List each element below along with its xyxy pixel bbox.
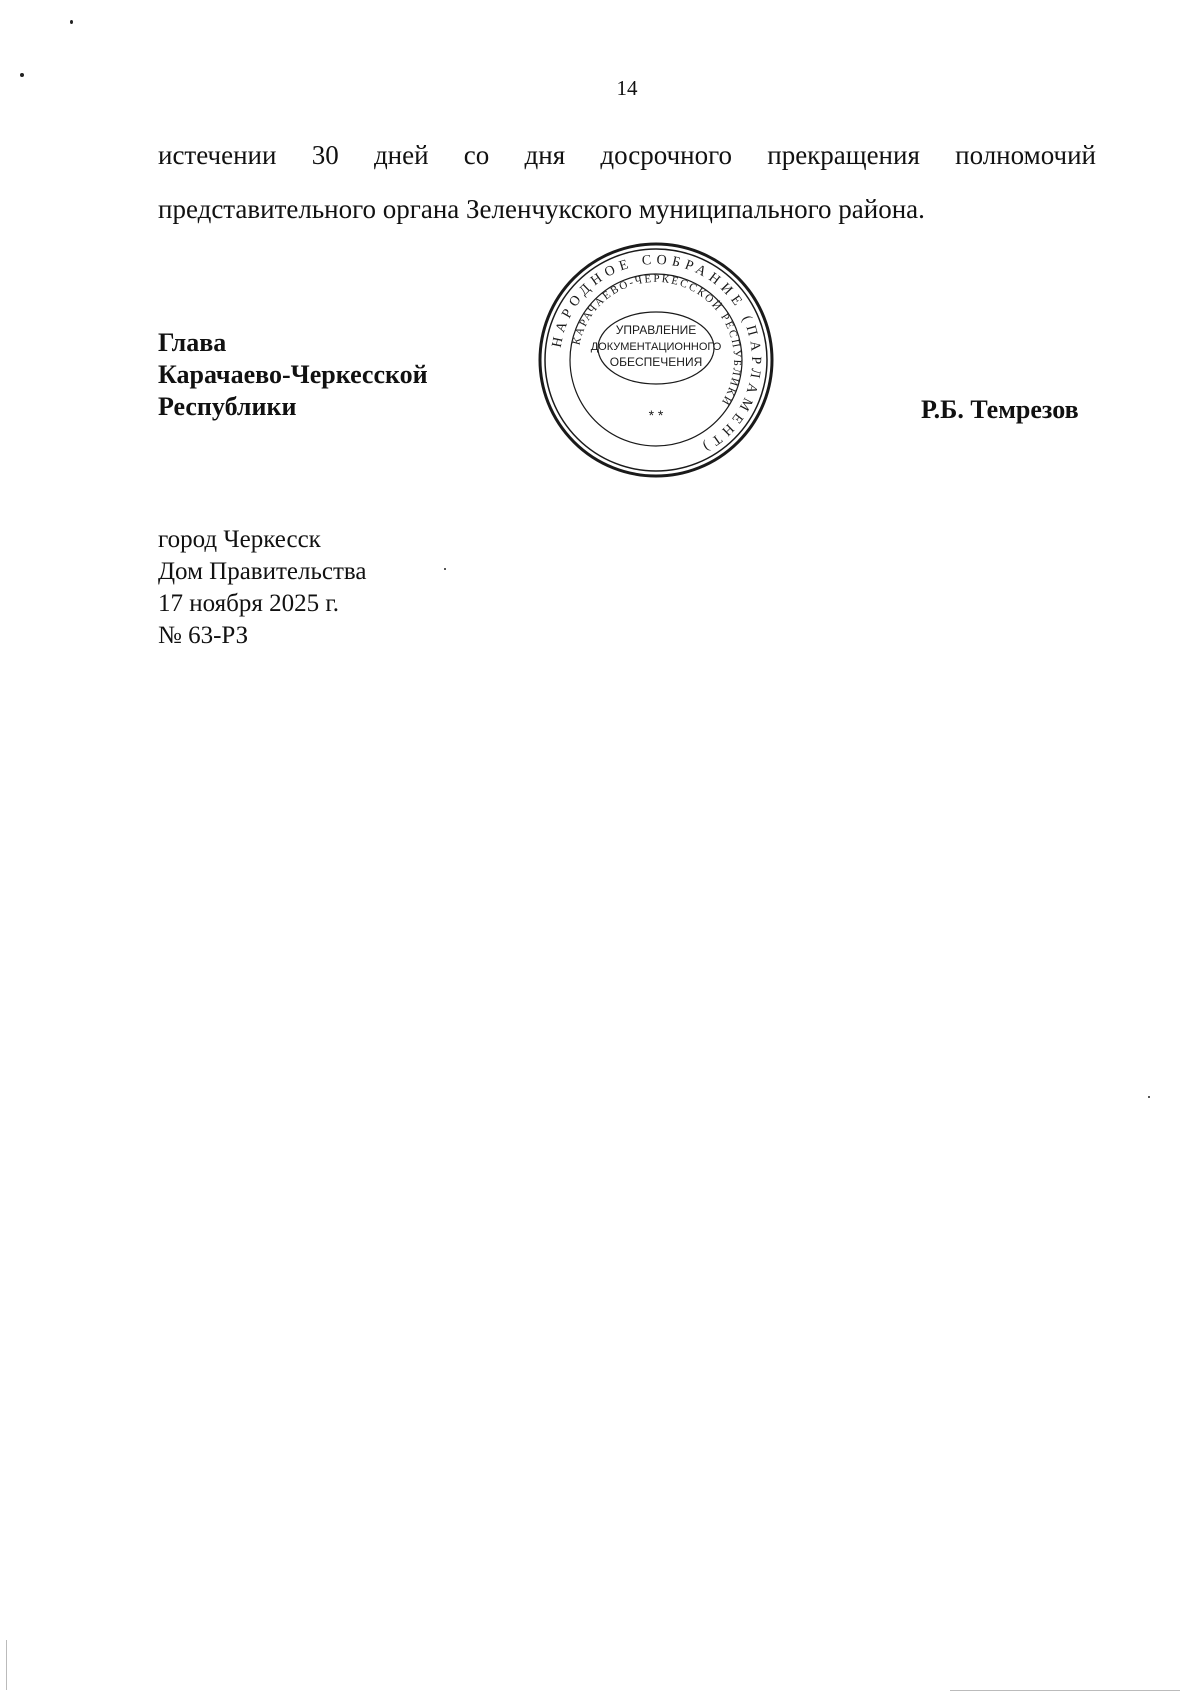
signatory-title-line-2: Карачаево-Черкесской <box>158 360 428 389</box>
seal-outer-text: НАРОДНОЕ СОБРАНИЕ (ПАРЛАМЕНТ) <box>549 252 764 457</box>
scan-edge-line <box>950 1690 1180 1691</box>
paragraph-line-1: истечении 30 дней со дня досрочного прекращения полномочий <box>158 140 1096 170</box>
place-and-date-block <box>158 524 366 652</box>
scan-speck <box>20 73 24 77</box>
seal-center-line-2: ДОКУМЕНТАЦИОННОГО <box>590 341 722 353</box>
place-building: Дом Правительства <box>158 558 367 585</box>
signatory-name: Р.Б. Темрезов <box>921 395 1079 424</box>
signatory-title-line-3: Республики <box>158 392 297 421</box>
document-number: № 63-РЗ <box>158 622 249 649</box>
place-city: город Черкесск <box>158 526 321 553</box>
scan-speck <box>444 568 446 570</box>
official-seal <box>538 242 774 478</box>
seal-stars: * * <box>648 407 664 423</box>
signatory-title-line-1: Глава <box>158 328 227 357</box>
seal-center-line-3: ОБЕСПЕЧЕНИЯ <box>609 355 703 369</box>
paragraph-line-2: представительного органа Зеленчукского муниципального района. <box>158 194 925 224</box>
scan-speck <box>70 20 73 24</box>
document-date: 17 ноября 2025 г. <box>158 590 340 617</box>
seal-center-line-1: УПРАВЛЕНИЕ <box>615 323 697 337</box>
seal-inner-text: КАРАЧАЕВО-ЧЕРКЕССКОЙ РЕСПУБЛИКИ <box>570 272 744 409</box>
scan-edge-line <box>6 1640 7 1690</box>
page-number: 14 <box>616 76 638 100</box>
scan-speck <box>1148 1096 1150 1098</box>
body-paragraph <box>158 128 1096 236</box>
signatory-title <box>158 327 428 423</box>
